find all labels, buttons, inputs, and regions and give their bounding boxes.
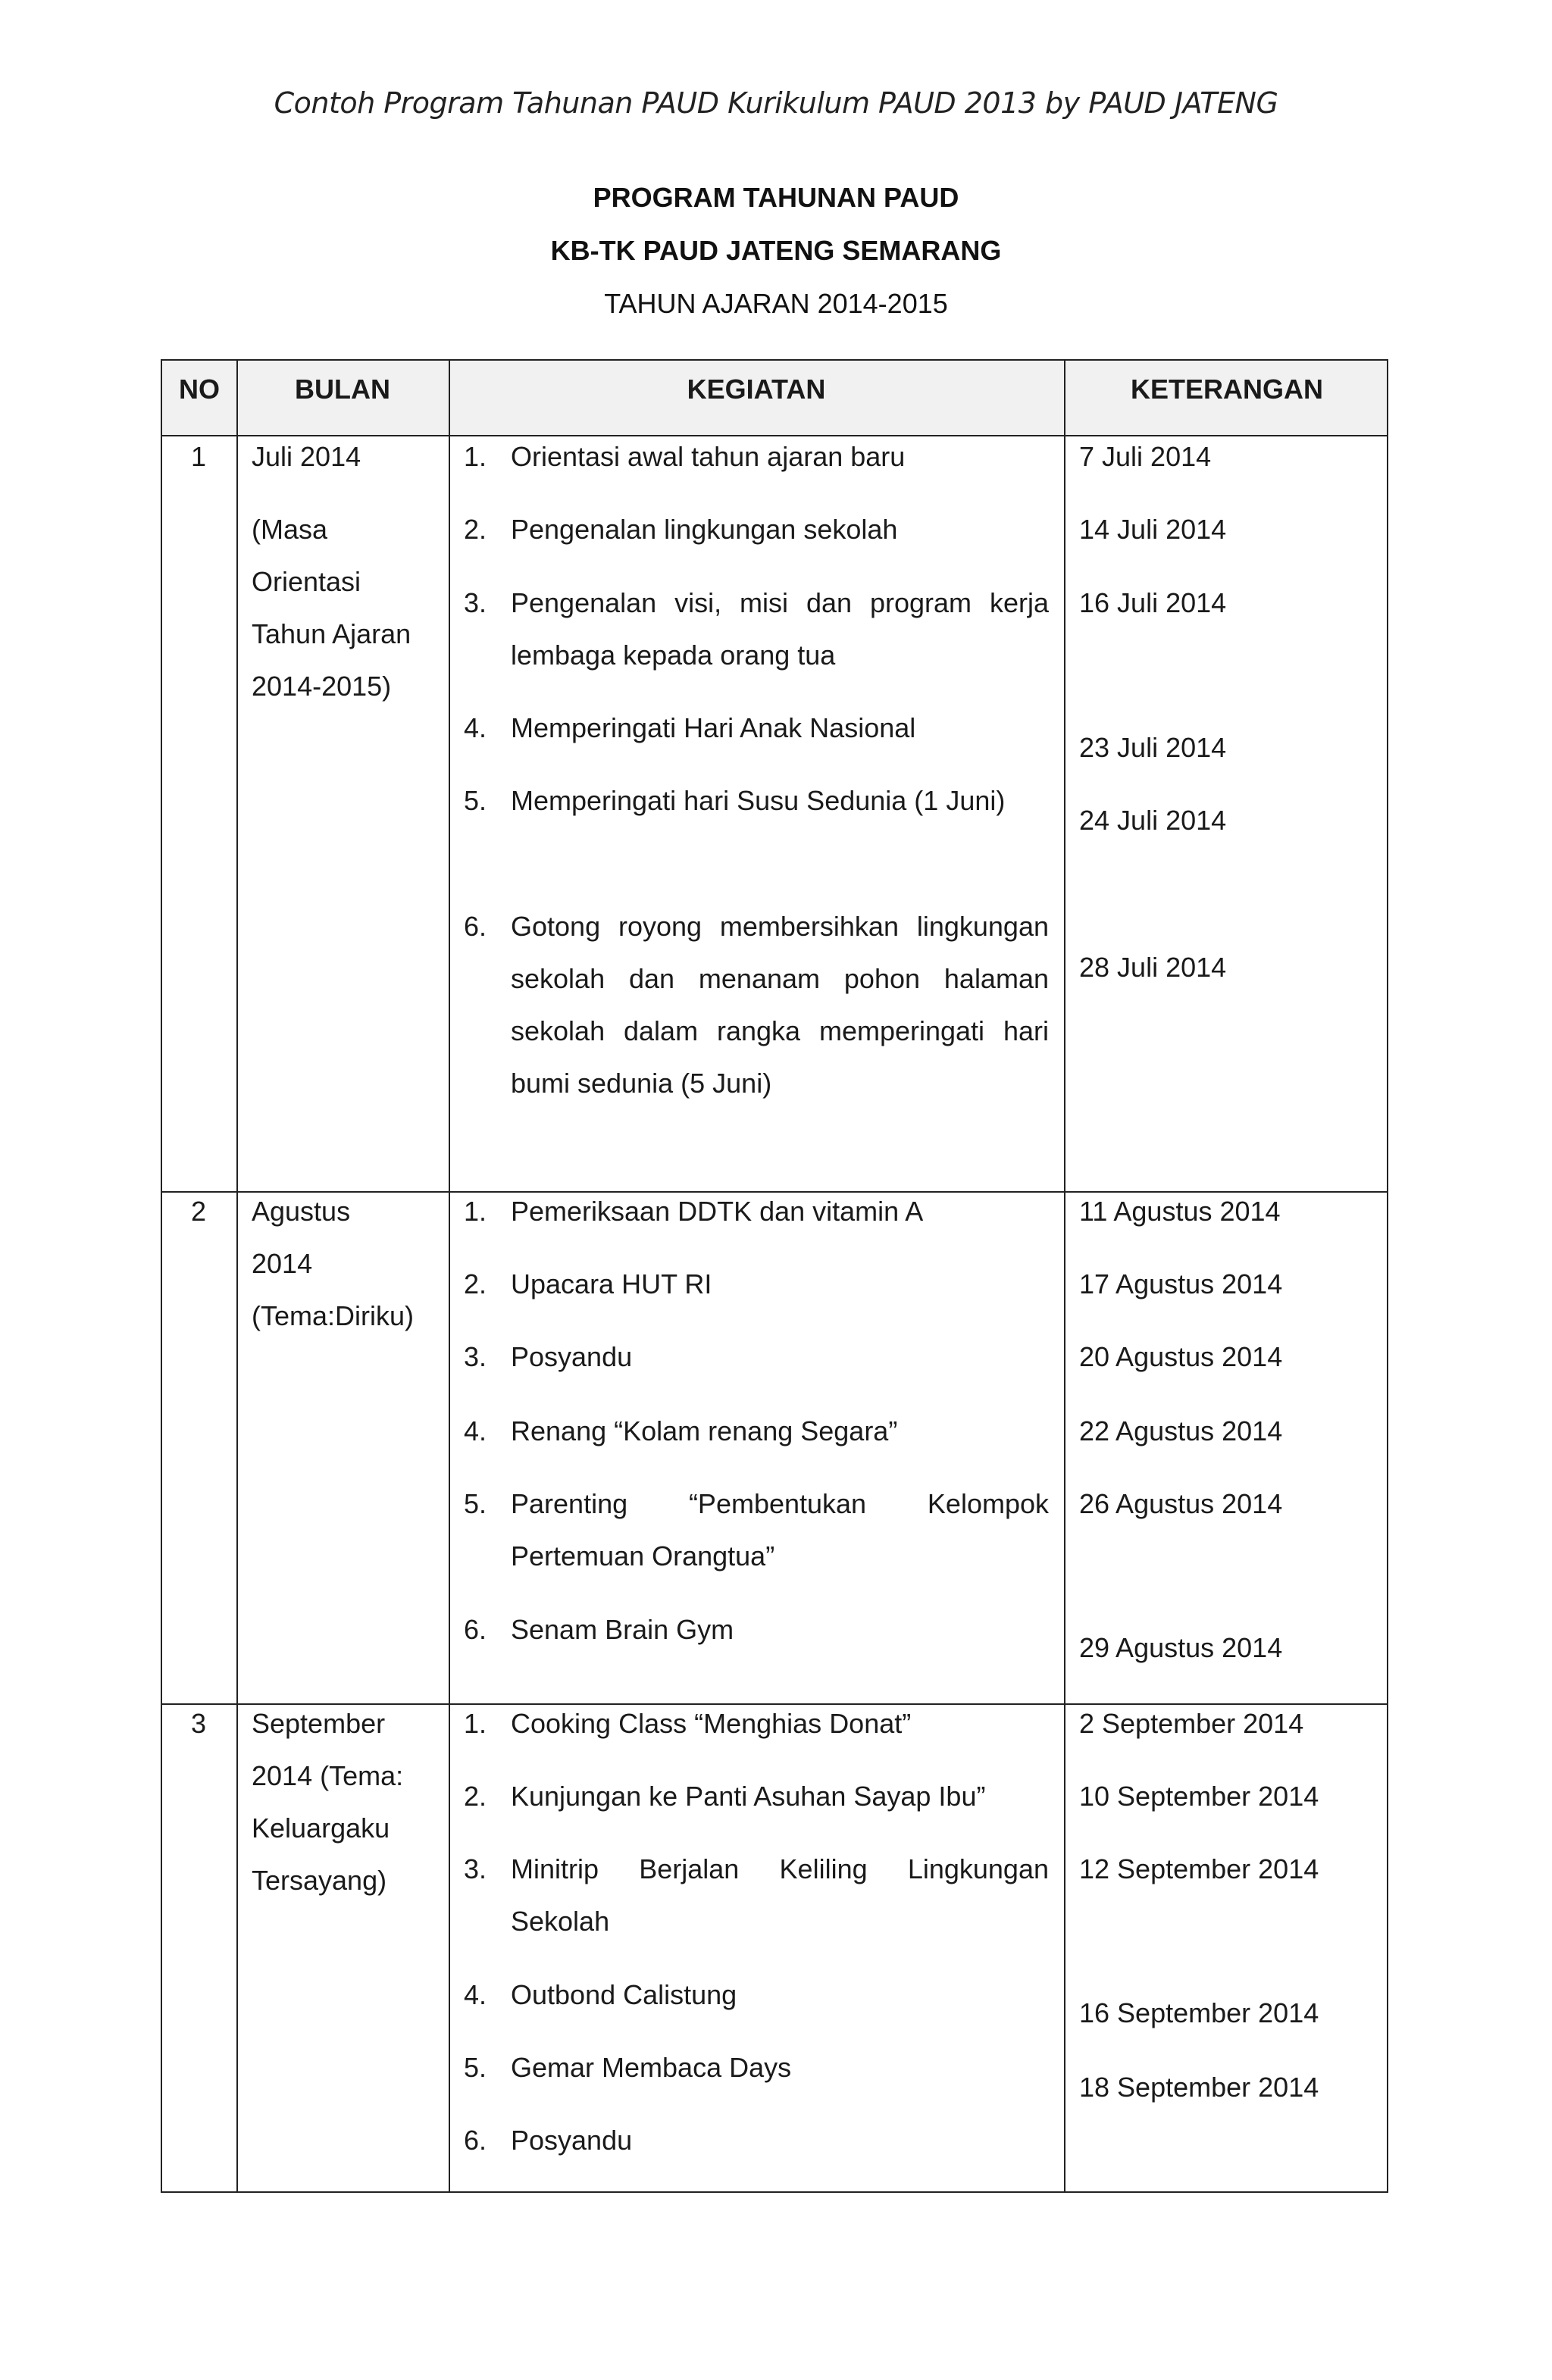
row1-bulan-4: Tahun Ajaran [252,618,411,649]
row2-bulan-3: (Tema:Diriku) [252,1300,415,1331]
row3-keterangan-3: 12 September 2014 [1079,1853,1319,1884]
row1-kegiatan-5: Memperingati hari Susu Sedunia (1 Juni) [511,785,1006,816]
row2-keterangan-3: 20 Agustus 2014 [1079,1341,1283,1372]
row3-kegiatan-num: 3. [464,1853,487,1884]
row3-kegiatan-3: Minitrip Berjalan Keliling Lingkungan Sekolah [511,1853,1049,1937]
row1-bulan-3: Orientasi [252,566,361,597]
row1-keterangan-1: 7 Juli 2014 [1079,441,1212,472]
academic-year: TAHUN AJARAN 2014-2015 [604,288,948,319]
row1-bulan-2: (Masa [252,514,328,545]
row1-bulan-5: 2014-2015) [252,671,392,702]
row2-keterangan-2: 17 Agustus 2014 [1079,1268,1283,1299]
institution-name: KB-TK PAUD JATENG SEMARANG [550,235,1002,266]
row1-kegiatan-6: Gotong royong membersihkan lingkungan sekolah dan menanam pohon halaman sekolah dalam rangka memperingati hari bumi sedunia (5 Juni) [511,911,1049,1099]
row3-kegiatan-num: 4. [464,1979,487,2010]
row2-kegiatan-2: Upacara HUT RI [511,1268,712,1299]
row1-keterangan-5: 24 Juli 2014 [1079,805,1227,836]
row3-kegiatan-num: 1. [464,1708,487,1739]
row3-keterangan-4: 16 September 2014 [1079,1997,1319,2028]
row2-kegiatan-5: Parenting “Pembentukan Kelompok Pertemuan Orangtua” [511,1488,1049,1572]
row3-no: 3 [190,1708,207,1739]
row3-kegiatan-6: Posyandu [511,2125,633,2156]
program-table [161,359,1388,2193]
row1-no: 1 [190,441,207,472]
row3-kegiatan-num: 5. [464,2052,487,2083]
row2-kegiatan-num: 1. [464,1196,487,1227]
row1-kegiatan-4: Memperingati Hari Anak Nasional [511,712,916,743]
row3-kegiatan-2: Kunjungan ke Panti Asuhan Sayap Ibu” [511,1781,986,1812]
row2-kegiatan-4: Renang “Kolam renang Segara” [511,1415,898,1446]
row2-kegiatan-3: Posyandu [511,1341,633,1372]
document-title: PROGRAM TAHUNAN PAUD [593,182,959,213]
row1-keterangan-6: 28 Juli 2014 [1079,952,1227,983]
row1-keterangan-2: 14 Juli 2014 [1079,514,1227,545]
row3-bulan-1: September [252,1708,386,1739]
row3-bulan-4: Tersayang) [252,1865,387,1896]
row3-kegiatan-5: Gemar Membaca Days [511,2052,792,2083]
row2-kegiatan-1: Pemeriksaan DDTK dan vitamin A [511,1196,924,1227]
column-divider [449,361,450,2191]
row3-kegiatan-4: Outbond Calistung [511,1979,737,2010]
row1-kegiatan-num: 3. [464,587,487,618]
row3-keterangan-2: 10 September 2014 [1079,1781,1319,1812]
row1-kegiatan-num: 4. [464,712,487,743]
row2-no: 2 [190,1196,207,1227]
row3-bulan-2: 2014 (Tema: [252,1760,404,1791]
row3-keterangan-5: 18 September 2014 [1079,2072,1319,2103]
row2-kegiatan-num: 6. [464,1614,487,1645]
header-kegiatan: KEGIATAN [687,374,826,405]
column-divider [1064,361,1065,2191]
row1-kegiatan-num: 2. [464,514,487,545]
row1-kegiatan-3: Pengenalan visi, misi dan program kerja lembaga kepada orang tua [511,587,1049,671]
row2-kegiatan-6: Senam Brain Gym [511,1614,734,1645]
header-bulan: BULAN [295,374,390,405]
row2-keterangan-1: 11 Agustus 2014 [1079,1196,1281,1227]
row3-kegiatan-num: 2. [464,1781,487,1812]
row2-kegiatan-num: 2. [464,1268,487,1299]
header-no: NO [179,374,220,405]
row2-keterangan-4: 22 Agustus 2014 [1079,1415,1283,1446]
row1-kegiatan-num: 5. [464,785,487,816]
row2-bulan-1: Agustus [252,1196,351,1227]
row1-bulan-1: Juli 2014 [252,441,361,472]
document-header-note: Contoh Program Tahunan PAUD Kurikulum PAUD 2013 by PAUD JATENG [274,86,1278,120]
row1-keterangan-3: 16 Juli 2014 [1079,587,1227,618]
row3-bulan-3: Keluargaku [252,1812,390,1844]
row3-kegiatan-1: Cooking Class “Menghias Donat” [511,1708,912,1739]
row2-kegiatan-num: 4. [464,1415,487,1446]
row2-bulan-2: 2014 [252,1248,313,1279]
row1-keterangan-4: 23 Juli 2014 [1079,732,1227,763]
row2-keterangan-6: 29 Agustus 2014 [1079,1632,1283,1663]
header-keterangan: KETERANGAN [1130,374,1323,405]
row1-kegiatan-num: 6. [464,911,487,942]
row2-kegiatan-num: 3. [464,1341,487,1372]
row1-kegiatan-1: Orientasi awal tahun ajaran baru [511,441,906,472]
row2-keterangan-5: 26 Agustus 2014 [1079,1488,1283,1519]
row2-kegiatan-num: 5. [464,1488,487,1519]
row3-keterangan-1: 2 September 2014 [1079,1708,1304,1739]
column-divider [236,361,238,2191]
row1-kegiatan-num: 1. [464,441,487,472]
row3-kegiatan-num: 6. [464,2125,487,2156]
row1-kegiatan-2: Pengenalan lingkungan sekolah [511,514,898,545]
